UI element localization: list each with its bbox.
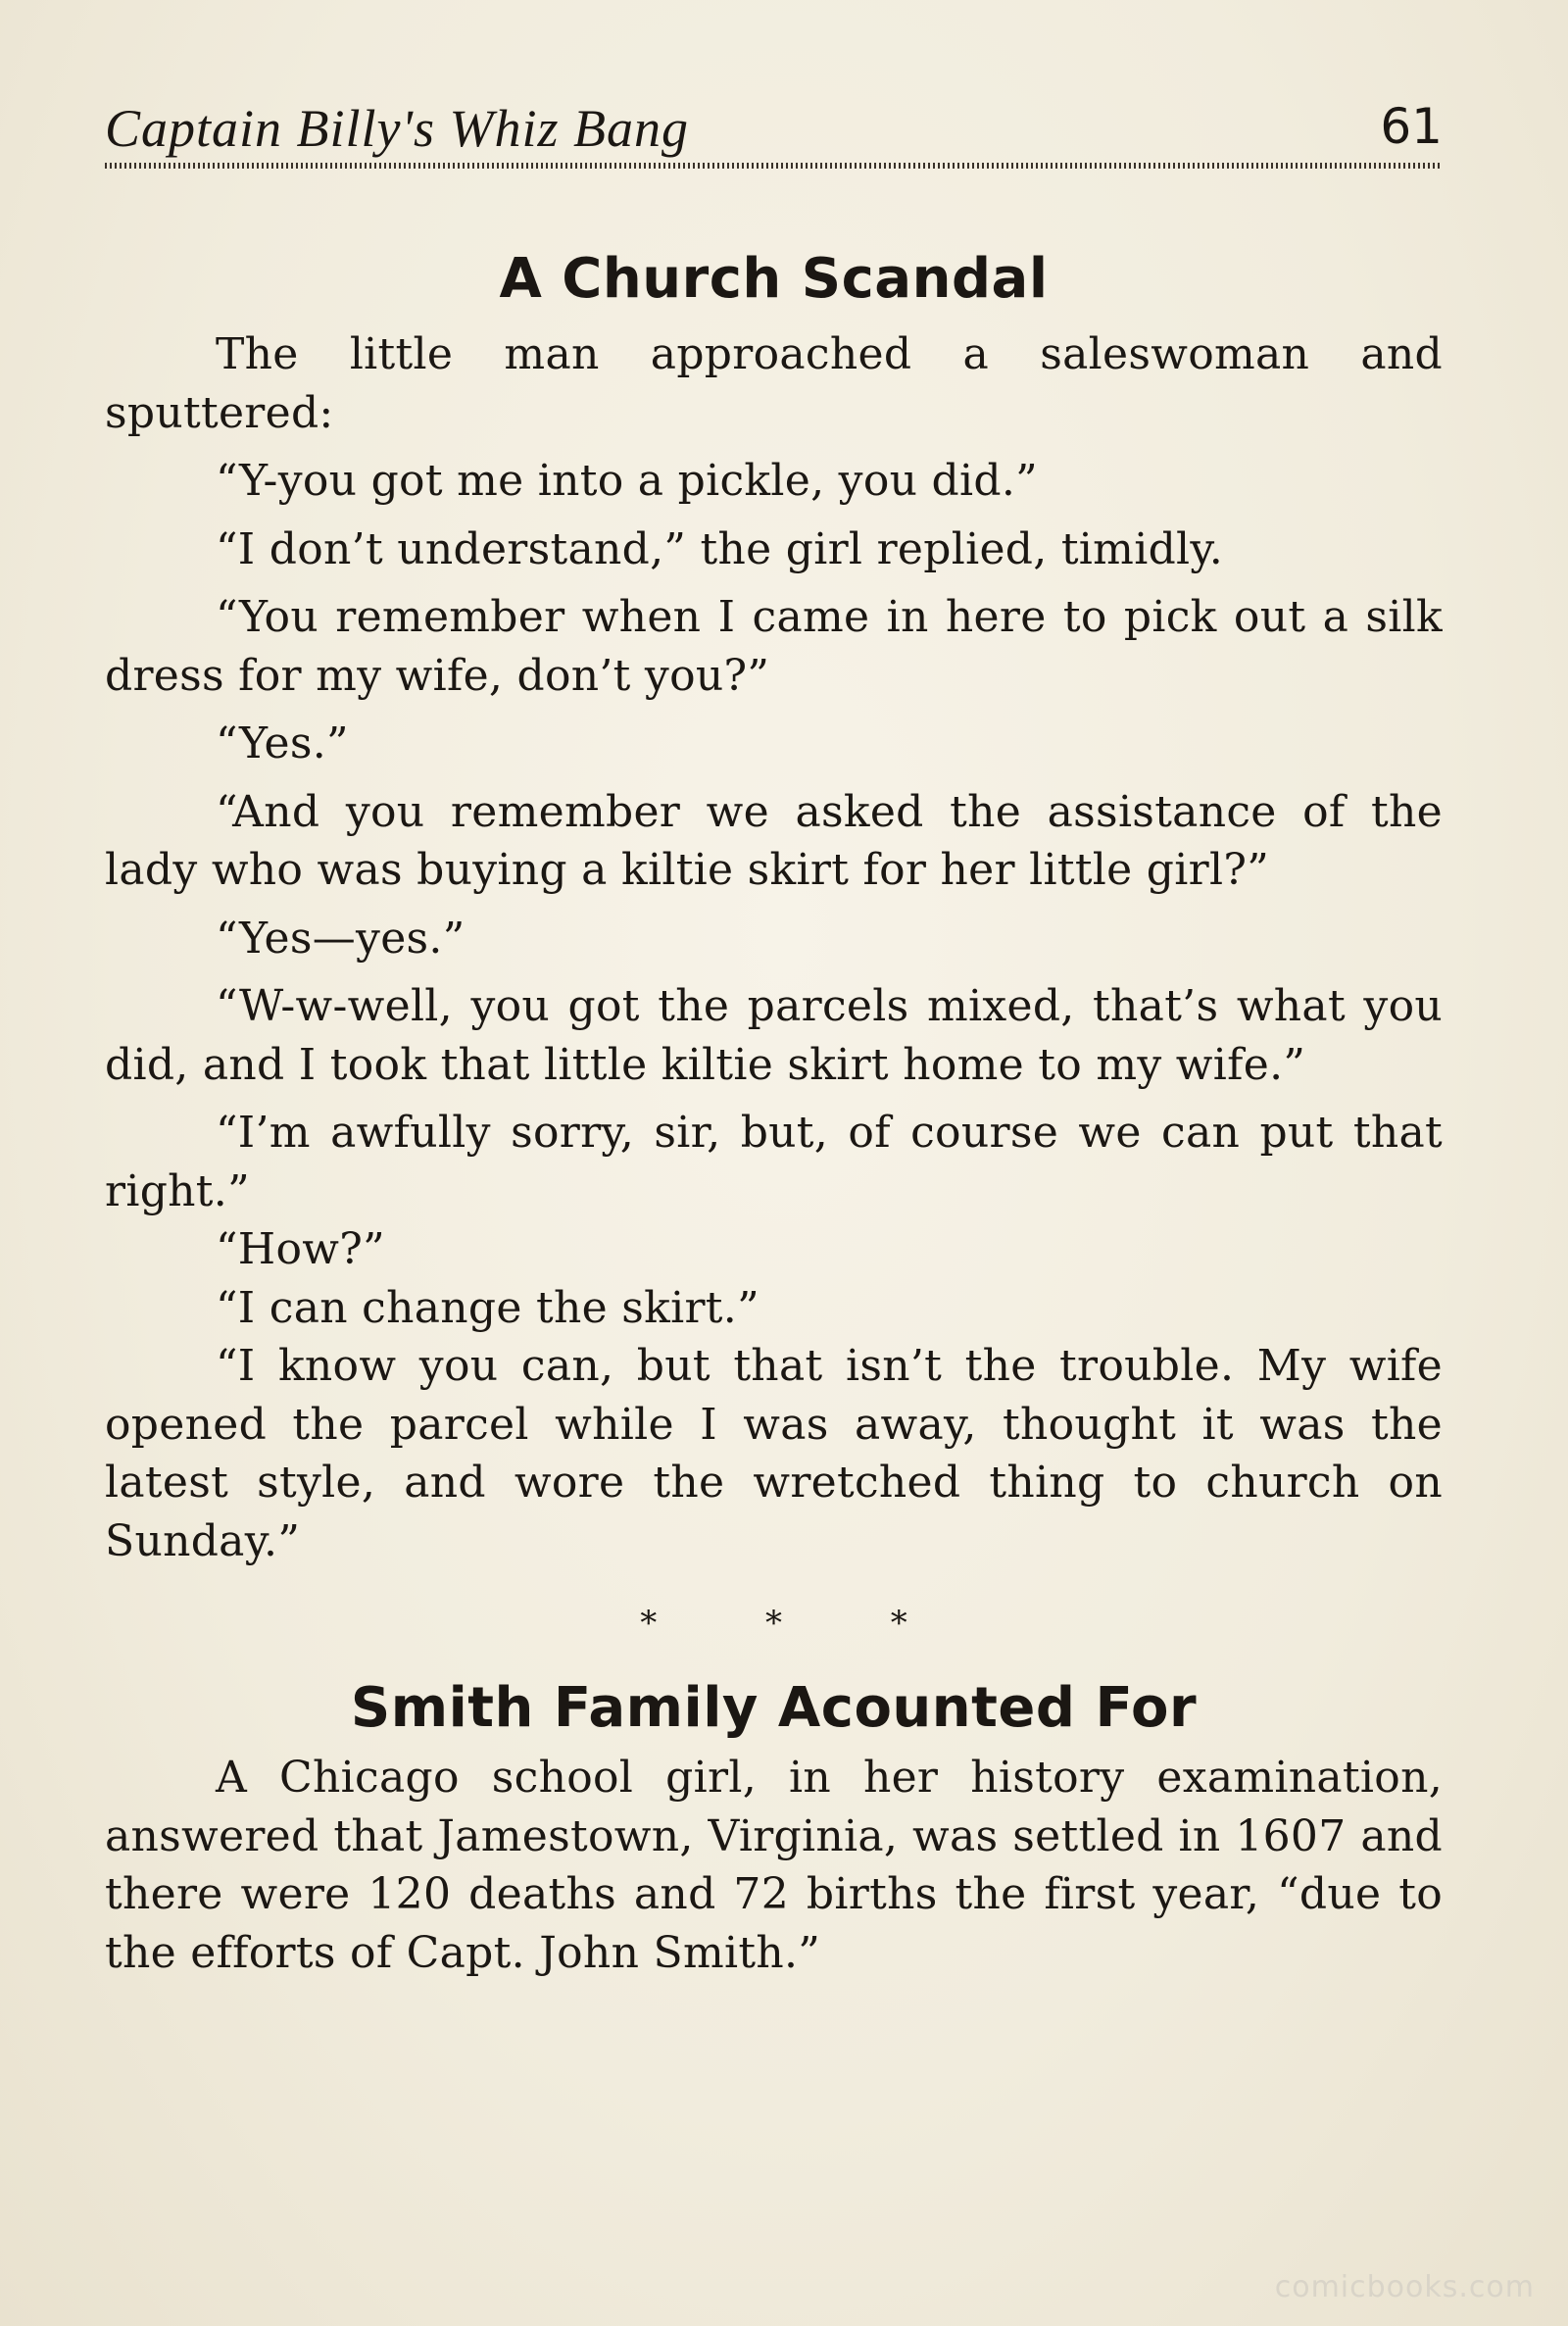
- magazine-title: Captain Billy's Whiz Bang: [105, 99, 690, 158]
- paragraph: “Yes.”: [216, 718, 349, 768]
- paragraph: “Yes—yes.”: [216, 913, 466, 964]
- paragraph: The little man approached a saleswoman and sputtered:: [105, 329, 1443, 438]
- article-body-church-scandal: [105, 325, 1443, 1570]
- running-header: [105, 98, 1443, 167]
- section-divider: * * *: [640, 1604, 956, 1643]
- paragraph: “I know you can, but that isn’t the trouble. My wife opened the parcel while I was away, thought it was the latest style, and wore the wretched thing to church on Sunday.”: [105, 1341, 1443, 1566]
- paragraph: “How?”: [216, 1224, 385, 1274]
- page-number: 61: [1380, 98, 1443, 155]
- paragraph: “I don’t understand,” the girl replied, timidly.: [216, 523, 1224, 574]
- page-content: [105, 243, 1443, 1982]
- paragraph: “W-w-well, you got the parcels mixed, that’s what you did, and I took that little kiltie skirt home to my wife.”: [105, 981, 1443, 1090]
- paragraph: A Chicago school girl, in her history examination, answered that Jamestown, Virginia, was settled in 1607 and there were 120 deaths and 72 births the first year, “due to the efforts of Capt. John Smith.”: [105, 1753, 1443, 1978]
- watermark: comicbooks.com: [1274, 2270, 1535, 2304]
- article-body-smith-family: [105, 1749, 1443, 1982]
- paragraph: “And you remember we asked the assistance of the lady who was buying a kiltie skirt for her little girl?”: [105, 786, 1443, 895]
- paragraph: “I’m awfully sorry, sir, but, of course we can put that right.”: [105, 1108, 1443, 1216]
- paragraph: “Y-you got me into a pickle, you did.”: [216, 456, 1038, 506]
- article-title-smith-family: Smith Family Acounted For: [350, 1676, 1198, 1740]
- paragraph: “You remember when I came in here to pick out a silk dress for my wife, don’t you?”: [105, 592, 1443, 701]
- paragraph: “I can change the skirt.”: [216, 1282, 760, 1333]
- article-title-church-scandal: A Church Scandal: [499, 247, 1049, 311]
- header-dotted-rule: [105, 163, 1443, 169]
